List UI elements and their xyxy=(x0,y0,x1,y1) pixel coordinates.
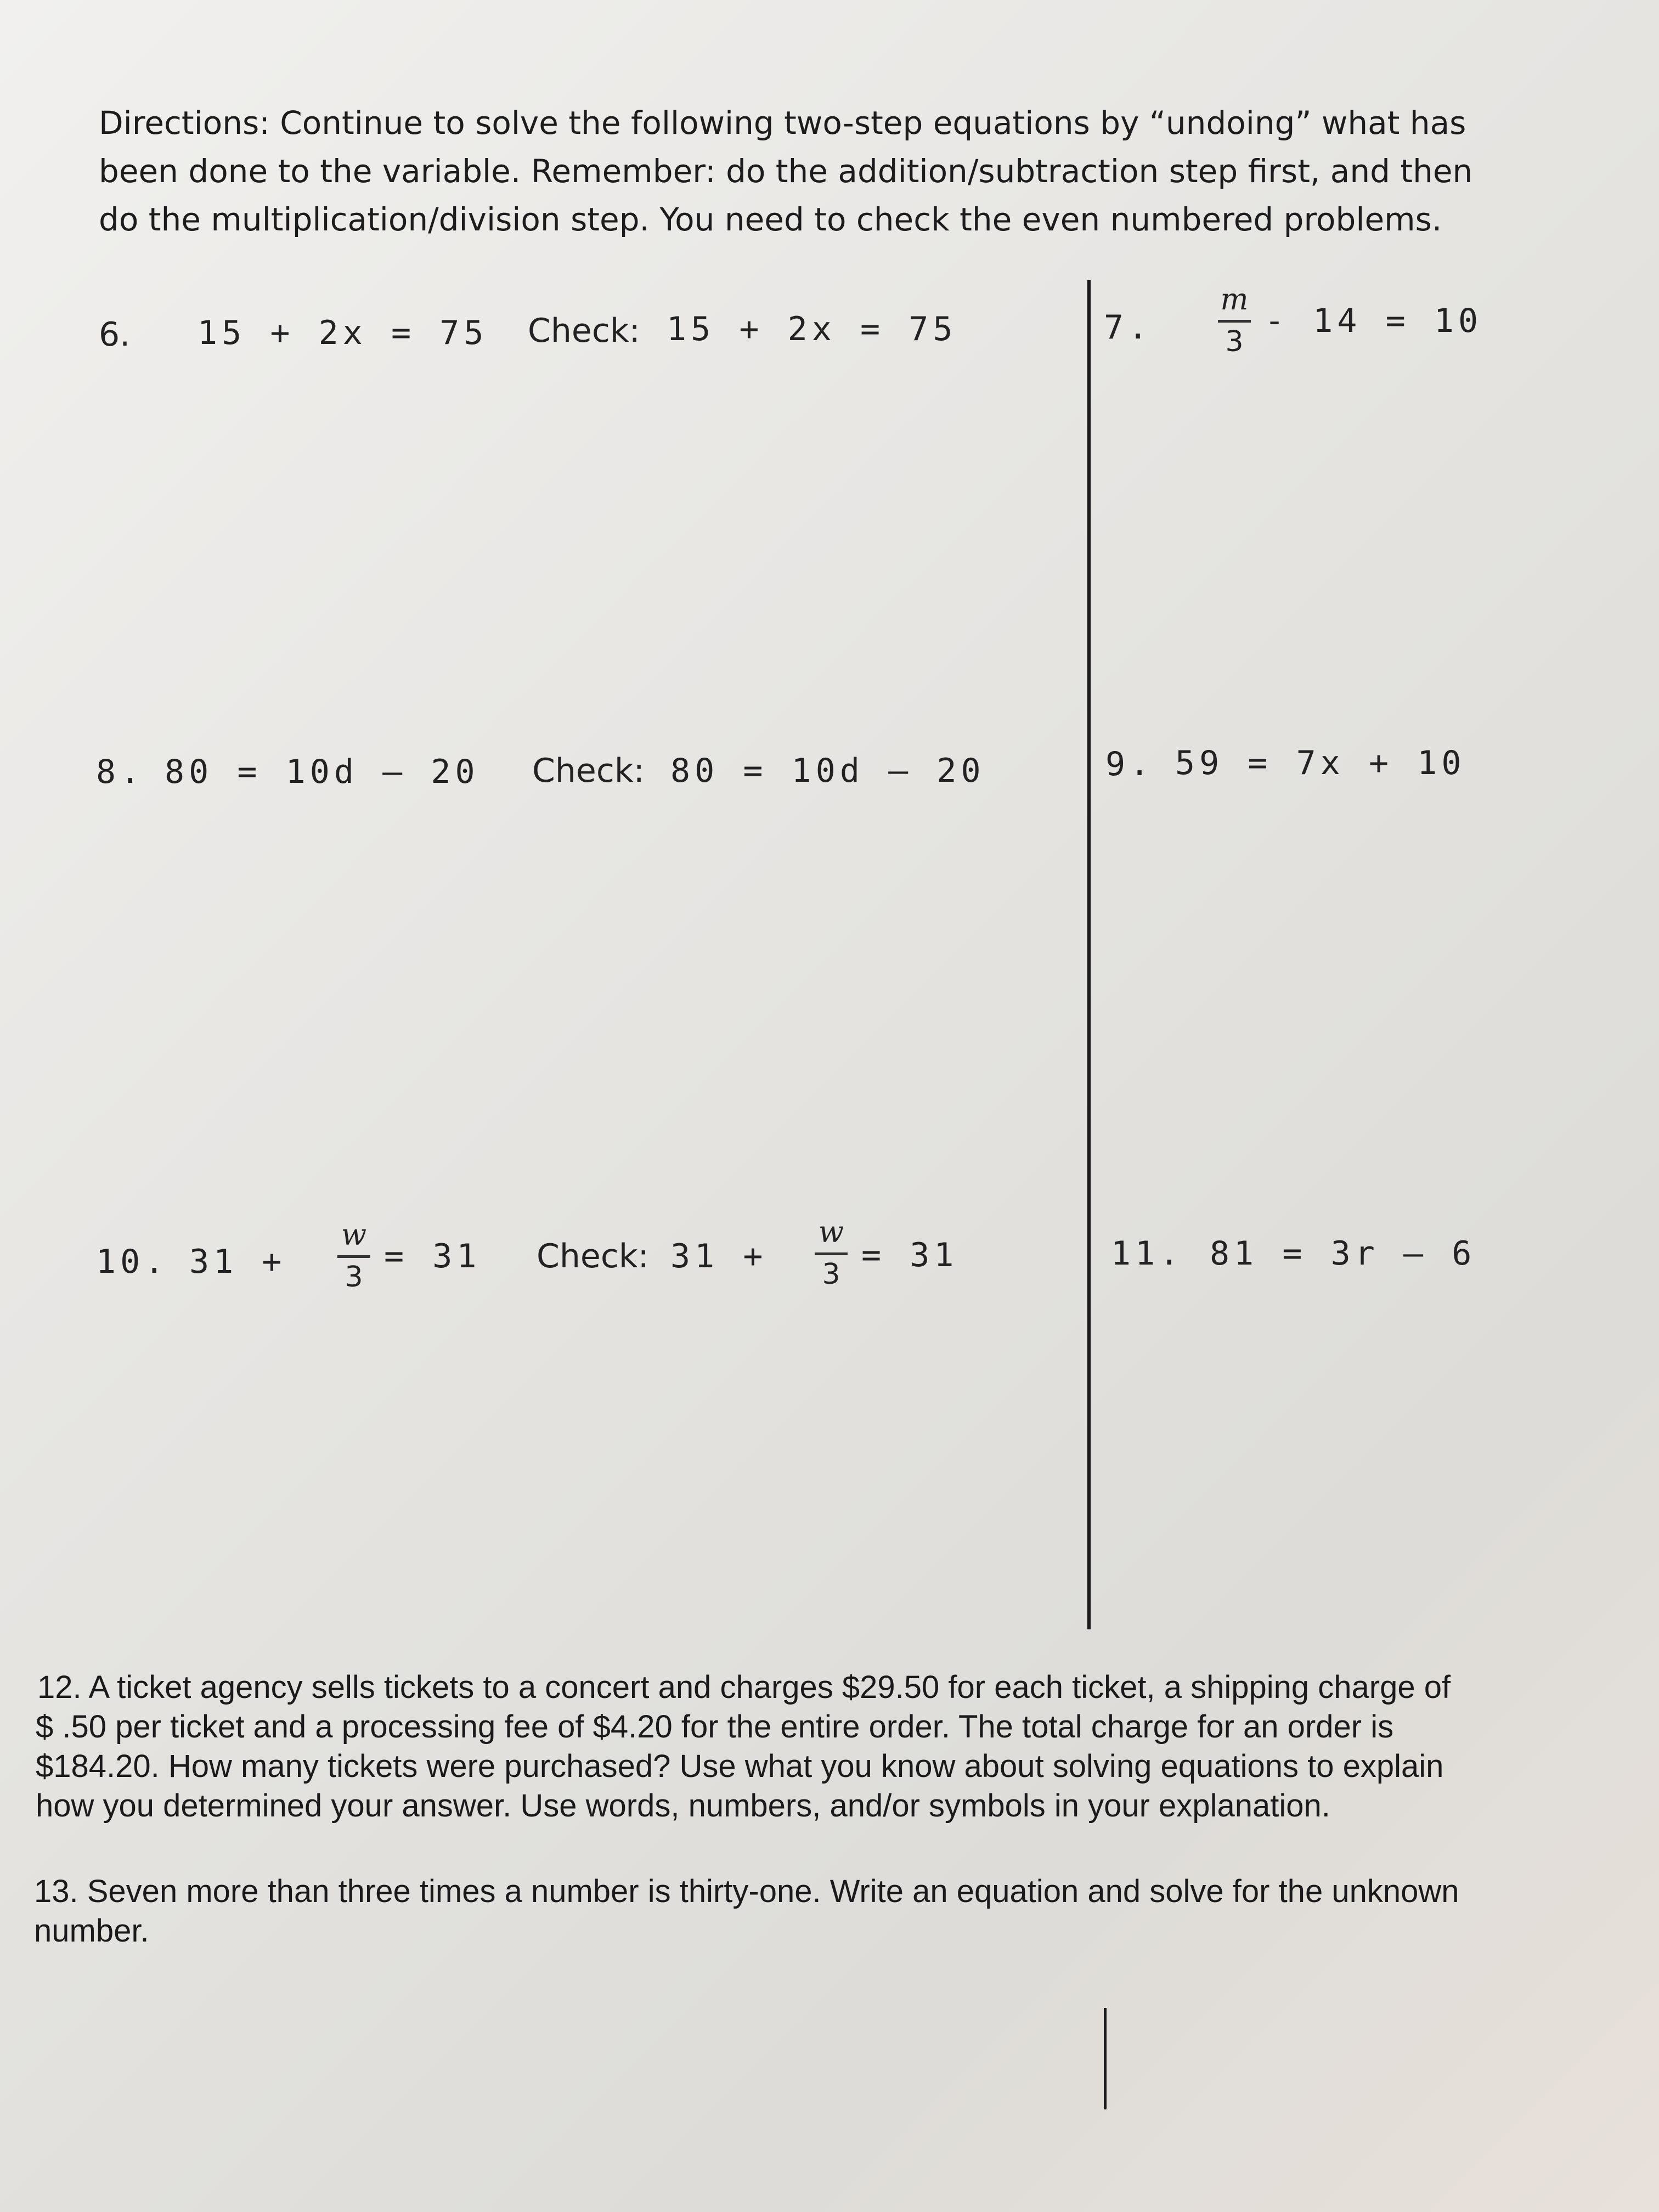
problem-6-equation: 15 + 2x = 75 xyxy=(198,314,488,352)
directions-line-3: do the multiplication/division step. You need to check the even numbered problems. xyxy=(99,201,1442,238)
problem-10-check-denominator: 3 xyxy=(822,1258,840,1291)
problem-10-check-fraction xyxy=(815,1215,848,1290)
problem-11-equation: 81 = 3r – 6 xyxy=(1210,1234,1476,1273)
directions-line-1: Directions: Continue to solve the following two-step equations by “undoing” what has xyxy=(99,104,1466,142)
problem-12-line-4: how you determined your answer. Use words, numbers, and/or symbols in your explanation. xyxy=(36,1788,1330,1824)
problem-11-number: 11. xyxy=(1111,1234,1184,1273)
directions xyxy=(99,99,1503,244)
problem-6-number: 6. xyxy=(99,315,131,354)
fraction-bar xyxy=(815,1252,848,1255)
problem-9-number: 9. xyxy=(1105,745,1154,783)
problem-10-denominator: 3 xyxy=(345,1261,363,1294)
problem-10-check-lead: 31 + xyxy=(670,1237,768,1276)
problem-10-fraction xyxy=(337,1218,370,1293)
directions-line-2: been done to the variable. Remember: do the addition/subtraction step first, and then xyxy=(99,153,1473,190)
problem-7-rest: - 14 = 10 xyxy=(1265,302,1483,340)
bottom-divider-mark xyxy=(1104,2008,1107,2109)
problem-13-line-2: number. xyxy=(34,1913,149,1949)
problem-10-rest: = 31 xyxy=(384,1237,481,1276)
problem-10-numerator: w xyxy=(341,1217,367,1252)
problem-6-check-equation: 15 + 2x = 75 xyxy=(667,310,957,348)
problem-8-check-label: Check: xyxy=(532,752,645,790)
problem-12-line-3: $184.20. How many tickets were purchased? Use what you know about solving equations to explain xyxy=(36,1748,1444,1784)
problem-12-line-2: $ .50 per ticket and a processing fee of $4.20 for the entire order. The total charge for an order is xyxy=(36,1709,1394,1745)
problem-13-line-1: 13. Seven more than three times a number is thirty-one. Write an equation and solve for the unknown xyxy=(34,1874,1459,1909)
problem-10-check-rest: = 31 xyxy=(861,1236,958,1274)
problem-8-check-equation: 80 = 10d – 20 xyxy=(670,752,985,790)
fraction-bar xyxy=(1218,320,1251,323)
fraction-bar xyxy=(337,1255,370,1258)
problem-8-equation: 80 = 10d – 20 xyxy=(165,753,479,791)
problem-7-denominator: 3 xyxy=(1225,325,1244,358)
problem-12-line-1: 12. A ticket agency sells tickets to a concert and charges $29.50 for each ticket, a shipping charge of xyxy=(37,1669,1451,1705)
problem-6-check-label: Check: xyxy=(528,312,640,350)
column-divider xyxy=(1087,280,1091,1629)
problem-7-number: 7. xyxy=(1104,308,1153,347)
problem-8-number: 8. xyxy=(96,753,145,791)
problem-10-check-numerator: w xyxy=(818,1215,844,1249)
problem-10-number: 10. xyxy=(96,1243,169,1281)
problem-7-fraction xyxy=(1218,283,1251,358)
problem-7-numerator: m xyxy=(1220,282,1249,317)
problem-10-check-label: Check: xyxy=(537,1237,649,1276)
problem-9-equation: 59 = 7x + 10 xyxy=(1175,744,1466,782)
problem-10-lead: 31 + xyxy=(189,1243,286,1281)
